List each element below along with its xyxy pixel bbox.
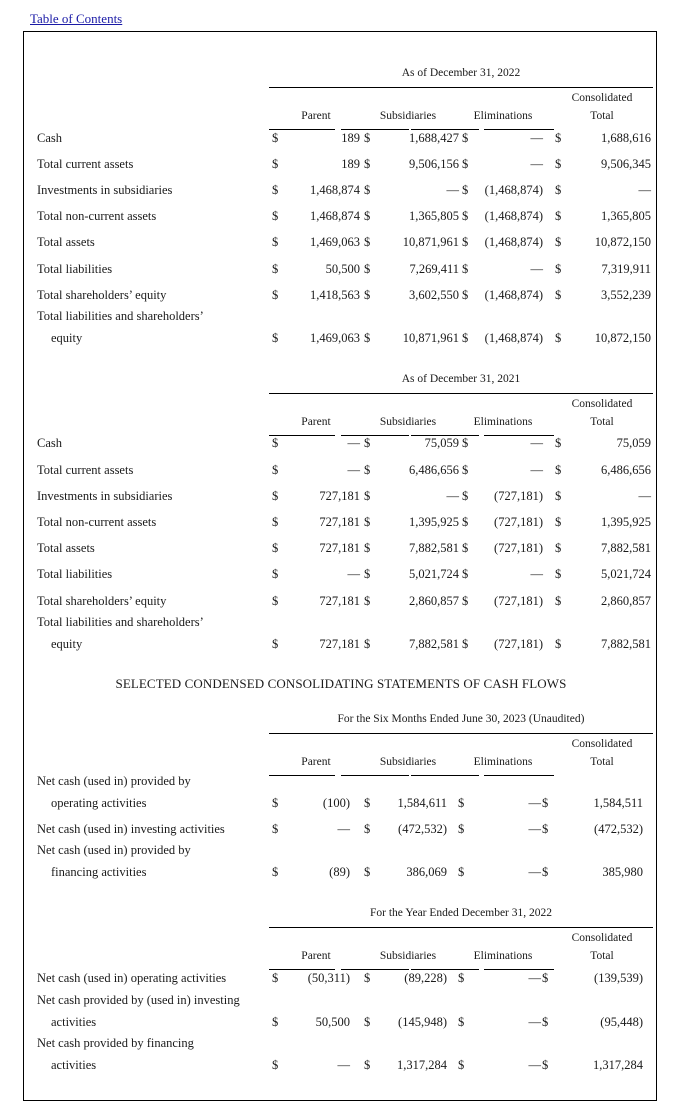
bs2022-cell-value: 1,468,874 (310, 183, 360, 197)
bs2021-cell-value: 727,181 (319, 637, 360, 651)
cash-flow-section-title: SELECTED CONDENSED CONSOLIDATING STATEMENTS OF CASH FLOWS (115, 676, 567, 691)
bs2021-cell-value: 75,059 (616, 436, 651, 450)
cf2023-col-rule-3 (484, 775, 554, 776)
bs2022-currency-symbol: $ (555, 183, 562, 197)
bs2022-currency-symbol: $ (272, 209, 279, 223)
bs2022-cell-value: 189 (341, 157, 360, 171)
cf2022-cell-value: (89,228) (404, 971, 447, 985)
cf2023-col-rule-2 (411, 775, 479, 776)
cf2023-cell-value: (89) (329, 865, 350, 879)
bs2021-cell-value: 5,021,724 (601, 567, 651, 581)
cf2022-cell-value: — (528, 1015, 541, 1029)
bs2022-currency-symbol: $ (462, 131, 469, 145)
bs2021-col-subsidiaries: Subsidiaries (379, 416, 437, 428)
bs2021-currency-symbol: $ (364, 567, 371, 581)
bs2022-row-label: Cash (37, 131, 62, 145)
bs2022-cell-value: 1,468,874 (310, 209, 360, 223)
cf2023-currency-symbol: $ (542, 822, 549, 836)
bs2022-cell-value: 1,688,616 (601, 131, 651, 145)
bs2021-row-label: Total non-current assets (37, 515, 157, 529)
cf2022-currency-symbol: $ (364, 971, 371, 985)
bs2022-row-label: equity (51, 331, 83, 345)
bs2021-currency-symbol: $ (555, 594, 562, 608)
cf2022-currency-symbol: $ (542, 971, 549, 985)
cf2023-currency-symbol: $ (458, 796, 465, 810)
bs2022-currency-symbol: $ (462, 235, 469, 249)
cf2023-col-total: Total (590, 756, 614, 768)
bs2022-cell-value: 7,269,411 (409, 262, 459, 276)
bs2021-row-label: equity (51, 637, 83, 651)
bs2021-currency-symbol: $ (272, 637, 279, 651)
cf2022-col-eliminations: Eliminations (473, 950, 533, 962)
bs2021-cell-value: (727,181) (494, 594, 543, 608)
bs2022-period-heading: As of December 31, 2022 (401, 67, 521, 79)
bs2022-row-label: Investments in subsidiaries (37, 183, 173, 197)
bs2022-col-subsidiaries: Subsidiaries (379, 110, 437, 122)
cf2022-currency-symbol: $ (364, 1015, 371, 1029)
bs2021-currency-symbol: $ (462, 594, 469, 608)
bs2022-currency-symbol: $ (462, 209, 469, 223)
cf2022-col-rule-2 (411, 969, 479, 970)
cf2023-row-label: Net cash (used in) provided by (37, 843, 191, 857)
bs2021-cell-value: 7,882,581 (601, 637, 651, 651)
bs2022-currency-symbol: $ (272, 131, 279, 145)
bs2022-cell-value: — (638, 183, 651, 197)
bs2021-row-label: Total liabilities (37, 567, 113, 581)
bs2022-row-label: Total current assets (37, 157, 134, 171)
cf2022-col-rule-3 (484, 969, 554, 970)
bs2022-cell-value: 9,506,156 (409, 157, 459, 171)
bs2021-currency-symbol: $ (272, 541, 279, 555)
bs2021-cell-value: 727,181 (319, 594, 360, 608)
cf2023-cell-value: 1,584,611 (397, 796, 447, 810)
bs2021-currency-symbol: $ (555, 489, 562, 503)
cf2022-col-subsidiaries: Subsidiaries (379, 950, 437, 962)
bs2022-currency-symbol: $ (272, 157, 279, 171)
cf2022-row-label: Net cash provided by financing (37, 1036, 194, 1050)
bs2021-currency-symbol: $ (364, 637, 371, 651)
cf2023-currency-symbol: $ (542, 865, 549, 879)
cf2023-cell-value: (472,532) (594, 822, 643, 836)
cf2022-cell-value: (50,311) (307, 971, 350, 985)
cf2022-col-rule-1 (341, 969, 409, 970)
bs2021-cell-value: — (347, 436, 360, 450)
bs2022-cell-value: (1,468,874) (484, 209, 543, 223)
bs2022-currency-symbol: $ (272, 262, 279, 276)
cf2023-currency-symbol: $ (364, 822, 371, 836)
bs2021-currency-symbol: $ (272, 489, 279, 503)
cf2023-currency-symbol: $ (364, 865, 371, 879)
cf2022-currency-symbol: $ (272, 971, 279, 985)
bs2021-currency-symbol: $ (555, 637, 562, 651)
bs2021-cell-value: 727,181 (319, 489, 360, 503)
cf2023-col-rule-1 (341, 775, 409, 776)
bs2022-row-label: Total non-current assets (37, 209, 157, 223)
bs2021-currency-symbol: $ (462, 463, 469, 477)
cf2022-row-label: activities (51, 1015, 97, 1029)
bs2021-currency-symbol: $ (272, 463, 279, 477)
bs2022-currency-symbol: $ (555, 235, 562, 249)
cf2022-cell-value: 1,317,284 (397, 1058, 447, 1072)
bs2021-currency-symbol: $ (462, 515, 469, 529)
bs2021-cell-value: 7,882,581 (601, 541, 651, 555)
bs2021-row-label: Total current assets (37, 463, 134, 477)
bs2021-cell-value: — (347, 567, 360, 581)
bs2021-row-label: Total assets (37, 541, 95, 555)
bs2021-cell-value: 727,181 (319, 515, 360, 529)
bs2022-currency-symbol: $ (462, 183, 469, 197)
bs2022-currency-symbol: $ (364, 209, 371, 223)
bs2022-currency-symbol: $ (364, 131, 371, 145)
cf2023-period-rule (269, 733, 653, 734)
bs2021-cell-value: 7,882,581 (409, 541, 459, 555)
cf2022-currency-symbol: $ (458, 1015, 465, 1029)
bs2021-cell-value: 2,860,857 (601, 594, 651, 608)
bs2022-col-consolidated: Consolidated (571, 92, 633, 104)
bs2021-cell-value: 6,486,656 (409, 463, 459, 477)
bs2021-cell-value: (727,181) (494, 489, 543, 503)
bs2021-cell-value: (727,181) (494, 637, 543, 651)
cf2022-currency-symbol: $ (272, 1015, 279, 1029)
bs2022-row-label: Total shareholders’ equity (37, 288, 167, 302)
bs2022-currency-symbol: $ (272, 288, 279, 302)
bs2021-col-consolidated: Consolidated (571, 398, 633, 410)
bs2022-cell-value: 1,469,063 (310, 331, 360, 345)
bs2021-currency-symbol: $ (364, 463, 371, 477)
bs2022-currency-symbol: $ (364, 262, 371, 276)
cf2022-cell-value: 1,317,284 (593, 1058, 643, 1072)
cf2022-cell-value: — (528, 1058, 541, 1072)
bs2022-cell-value: 189 (341, 131, 360, 145)
cf2023-row-label: Net cash (used in) investing activities (37, 822, 225, 836)
bs2022-cell-value: 10,871,961 (402, 331, 459, 345)
bs2022-period-rule (269, 87, 653, 88)
cf2023-row-label: operating activities (51, 796, 147, 810)
cf2023-col-consolidated: Consolidated (571, 738, 633, 750)
bs2022-currency-symbol: $ (555, 288, 562, 302)
bs2021-cell-value: — (347, 463, 360, 477)
bs2022-col-rule-3 (484, 129, 554, 130)
bs2022-col-total: Total (590, 110, 614, 122)
bs2021-currency-symbol: $ (272, 567, 279, 581)
bs2021-cell-value: — (638, 489, 651, 503)
bs2021-cell-value: — (530, 463, 543, 477)
cf2023-col-parent: Parent (301, 756, 331, 768)
cf2023-cell-value: — (528, 865, 541, 879)
cf2022-cell-value: (139,539) (594, 971, 643, 985)
bs2021-currency-symbol: $ (462, 637, 469, 651)
cf2022-row-label: activities (51, 1058, 97, 1072)
bs2021-currency-symbol: $ (555, 515, 562, 529)
bs2021-currency-symbol: $ (272, 594, 279, 608)
cf2022-col-parent: Parent (301, 950, 331, 962)
bs2022-currency-symbol: $ (555, 331, 562, 345)
bs2022-currency-symbol: $ (272, 331, 279, 345)
bs2022-currency-symbol: $ (555, 131, 562, 145)
bs2021-cell-value: 5,021,724 (409, 567, 459, 581)
bs2022-cell-value: 10,872,150 (594, 235, 651, 249)
bs2022-cell-value: (1,468,874) (484, 288, 543, 302)
bs2021-currency-symbol: $ (462, 489, 469, 503)
cf2022-currency-symbol: $ (458, 971, 465, 985)
table-of-contents-link[interactable]: Table of Contents (30, 11, 123, 26)
cf2022-cell-value: — (528, 971, 541, 985)
bs2022-cell-value: (1,468,874) (484, 235, 543, 249)
bs2022-row-label: Total liabilities (37, 262, 113, 276)
bs2021-currency-symbol: $ (555, 541, 562, 555)
cf2023-cell-value: 386,069 (406, 865, 447, 879)
cf2023-currency-symbol: $ (272, 796, 279, 810)
cf2022-cell-value: — (337, 1058, 350, 1072)
bs2021-currency-symbol: $ (272, 436, 279, 450)
cf2023-cell-value: (100) (322, 796, 350, 810)
bs2021-cell-value: — (530, 436, 543, 450)
bs2022-cell-value: 1,418,563 (310, 288, 360, 302)
cf2022-col-rule-0 (269, 969, 335, 970)
cf2022-col-total: Total (590, 950, 614, 962)
cf2023-col-subsidiaries: Subsidiaries (379, 756, 437, 768)
bs2021-row-label: Total liabilities and shareholders’ (37, 615, 204, 629)
bs2022-col-rule-2 (411, 129, 479, 130)
bs2022-currency-symbol: $ (364, 157, 371, 171)
cf2023-currency-symbol: $ (458, 822, 465, 836)
cf2023-row-label: financing activities (51, 865, 147, 879)
bs2022-currency-symbol: $ (272, 235, 279, 249)
bs2021-row-label: Cash (37, 436, 62, 450)
bs2022-currency-symbol: $ (555, 157, 562, 171)
cf2022-cell-value: (95,448) (600, 1015, 643, 1029)
bs2021-currency-symbol: $ (462, 541, 469, 555)
bs2022-currency-symbol: $ (364, 331, 371, 345)
bs2022-currency-symbol: $ (272, 183, 279, 197)
bs2021-currency-symbol: $ (364, 541, 371, 555)
bs2021-row-label: Investments in subsidiaries (37, 489, 173, 503)
cf2023-cell-value: 1,584,511 (593, 796, 643, 810)
bs2021-currency-symbol: $ (462, 567, 469, 581)
cf2023-cell-value: — (528, 796, 541, 810)
bs2021-cell-value: (727,181) (494, 515, 543, 529)
bs2021-cell-value: (727,181) (494, 541, 543, 555)
cf2023-col-rule-0 (269, 775, 335, 776)
bs2021-cell-value: 6,486,656 (601, 463, 651, 477)
bs2021-cell-value: — (530, 567, 543, 581)
bs2021-currency-symbol: $ (272, 515, 279, 529)
bs2021-currency-symbol: $ (555, 463, 562, 477)
cf2022-period-rule (269, 927, 653, 928)
bs2021-currency-symbol: $ (462, 436, 469, 450)
bs2022-currency-symbol: $ (364, 288, 371, 302)
cf2022-col-consolidated: Consolidated (571, 932, 633, 944)
bs2022-cell-value: 3,602,550 (409, 288, 459, 302)
cf2023-cell-value: 385,980 (602, 865, 643, 879)
bs2021-row-label: Total shareholders’ equity (37, 594, 167, 608)
cf2023-cell-value: — (337, 822, 350, 836)
bs2021-currency-symbol: $ (364, 489, 371, 503)
bs2022-col-parent: Parent (301, 110, 331, 122)
bs2021-period-heading: As of December 31, 2021 (401, 373, 521, 385)
bs2021-cell-value: 2,860,857 (409, 594, 459, 608)
bs2022-cell-value: 50,500 (325, 262, 360, 276)
bs2022-col-rule-1 (341, 129, 409, 130)
bs2021-cell-value: 75,059 (424, 436, 459, 450)
bs2021-cell-value: 1,395,925 (409, 515, 459, 529)
bs2021-cell-value: — (446, 489, 459, 503)
bs2021-currency-symbol: $ (555, 436, 562, 450)
bs2022-cell-value: — (530, 157, 543, 171)
cf2022-period-heading: For the Year Ended December 31, 2022 (369, 907, 553, 919)
bs2021-period-rule (269, 393, 653, 394)
bs2022-row-label: Total liabilities and shareholders’ (37, 309, 204, 323)
cf2023-cell-value: — (528, 822, 541, 836)
bs2021-cell-value: 727,181 (319, 541, 360, 555)
bs2022-cell-value: 9,506,345 (601, 157, 651, 171)
cf2023-currency-symbol: $ (272, 822, 279, 836)
bs2022-cell-value: 1,365,805 (601, 209, 651, 223)
bs2022-cell-value: 7,319,911 (601, 262, 651, 276)
cf2023-cell-value: (472,532) (398, 822, 447, 836)
cf2022-currency-symbol: $ (542, 1058, 549, 1072)
bs2021-currency-symbol: $ (364, 594, 371, 608)
cf2023-row-label: Net cash (used in) provided by (37, 774, 191, 788)
bs2022-cell-value: 10,872,150 (594, 331, 651, 345)
bs2022-currency-symbol: $ (462, 331, 469, 345)
cf2022-currency-symbol: $ (364, 1058, 371, 1072)
cf2023-period-heading: For the Six Months Ended June 30, 2023 (Unaudited) (337, 713, 585, 725)
bs2022-col-eliminations: Eliminations (473, 110, 533, 122)
bs2022-currency-symbol: $ (364, 235, 371, 249)
bs2022-cell-value: 1,469,063 (310, 235, 360, 249)
bs2022-cell-value: 1,365,805 (409, 209, 459, 223)
cf2023-currency-symbol: $ (272, 865, 279, 879)
bs2022-row-label: Total assets (37, 235, 95, 249)
bs2021-cell-value: 7,882,581 (409, 637, 459, 651)
cf2022-cell-value: 50,500 (315, 1015, 350, 1029)
cf2023-currency-symbol: $ (542, 796, 549, 810)
bs2022-currency-symbol: $ (462, 262, 469, 276)
bs2021-currency-symbol: $ (364, 515, 371, 529)
bs2022-currency-symbol: $ (462, 288, 469, 302)
cf2022-currency-symbol: $ (272, 1058, 279, 1072)
bs2022-cell-value: 10,871,961 (402, 235, 459, 249)
bs2021-currency-symbol: $ (555, 567, 562, 581)
cf2022-currency-symbol: $ (542, 1015, 549, 1029)
bs2021-cell-value: 1,395,925 (601, 515, 651, 529)
bs2022-cell-value: 3,552,239 (601, 288, 651, 302)
cf2022-row-label: Net cash (used in) operating activities (37, 971, 227, 985)
bs2022-cell-value: (1,468,874) (484, 331, 543, 345)
bs2022-currency-symbol: $ (364, 183, 371, 197)
bs2022-currency-symbol: $ (462, 157, 469, 171)
bs2022-cell-value: 1,688,427 (409, 131, 459, 145)
cf2022-cell-value: (145,948) (398, 1015, 447, 1029)
bs2021-col-total: Total (590, 416, 614, 428)
bs2021-currency-symbol: $ (364, 436, 371, 450)
cf2023-currency-symbol: $ (458, 865, 465, 879)
bs2022-currency-symbol: $ (555, 209, 562, 223)
bs2022-col-rule-0 (269, 129, 335, 130)
bs2022-cell-value: — (530, 262, 543, 276)
bs2022-cell-value: — (446, 183, 459, 197)
bs2021-col-eliminations: Eliminations (473, 416, 533, 428)
cf2022-row-label: Net cash provided by (used in) investing (37, 993, 240, 1007)
bs2022-cell-value: — (530, 131, 543, 145)
cf2023-col-eliminations: Eliminations (473, 756, 533, 768)
bs2022-cell-value: (1,468,874) (484, 183, 543, 197)
bs2022-currency-symbol: $ (555, 262, 562, 276)
cf2022-currency-symbol: $ (458, 1058, 465, 1072)
cf2023-currency-symbol: $ (364, 796, 371, 810)
bs2021-col-parent: Parent (301, 416, 331, 428)
